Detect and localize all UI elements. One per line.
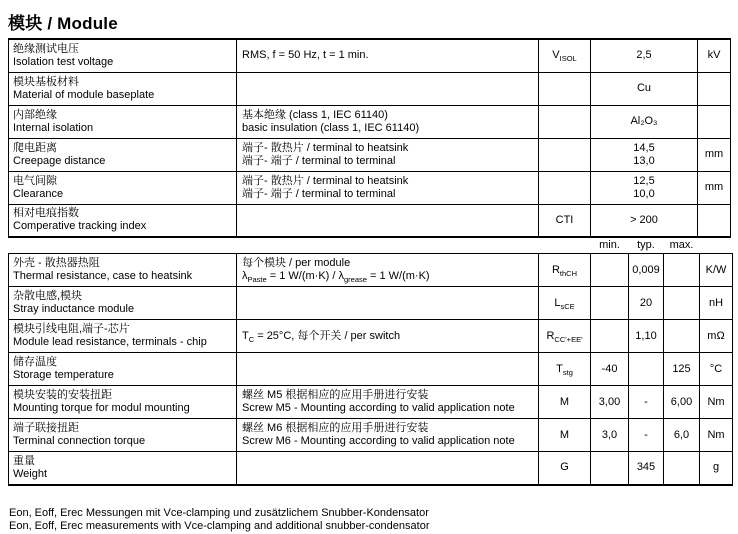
symbol-cell: M	[539, 386, 591, 419]
param-zh: 外壳 - 散热器热阻	[13, 257, 100, 269]
min-cell	[591, 320, 629, 353]
max-cell: 6,0	[664, 419, 700, 452]
table-row-tracking-index	[9, 204, 731, 237]
param-en: Weight	[13, 467, 48, 480]
typ-cell	[629, 353, 664, 386]
param-zh: 杂散电感,模块	[13, 290, 83, 302]
min-cell	[591, 287, 629, 320]
table-row-stray-inductance	[9, 287, 733, 320]
table-row-storage-temperature	[9, 353, 733, 386]
unit-cell: K/W	[700, 254, 733, 287]
condition-cell	[237, 171, 539, 204]
condition-line: 端子- 散热片 / terminal to heatsink	[242, 141, 409, 154]
param-cell	[9, 386, 237, 419]
param-en: Terminal connection torque	[13, 435, 146, 447]
param-cell	[9, 138, 237, 171]
min-cell: 3,0	[591, 419, 629, 452]
unit-cell: mΩ	[700, 320, 733, 353]
param-zh: 重量	[13, 454, 35, 467]
param-zh: 储存温度	[13, 356, 57, 368]
unit-cell	[698, 105, 731, 138]
param-en: Thermal resistance, case to heatsink	[13, 270, 193, 282]
param-cell	[9, 287, 237, 320]
table-row-clearance	[9, 171, 731, 204]
typ-column-header: typ.	[637, 239, 655, 251]
unit-cell	[698, 204, 731, 237]
min-cell: 3,00	[591, 386, 629, 419]
max-cell: 6,00	[664, 386, 700, 419]
condition-line: basic insulation (class 1, IEC 61140)	[242, 121, 420, 134]
param-cell	[9, 39, 237, 72]
table-row-module-lead-resistance	[9, 320, 733, 353]
condition-line: 基本绝缘 (class 1, IEC 61140)	[242, 108, 388, 121]
param-en: Isolation test voltage	[13, 55, 114, 68]
min-column-header: min.	[599, 239, 620, 251]
condition-line: 端子- 端子 / terminal to terminal	[242, 154, 396, 167]
param-en: Material of module baseplate	[13, 88, 155, 101]
param-cell	[9, 72, 237, 105]
min-cell: -40	[591, 353, 629, 386]
table-row-terminal-connection-torque	[9, 419, 733, 452]
condition-line: 螺丝 M6 根据相应的应用手册进行安装	[242, 422, 429, 434]
unit-cell: Nm	[700, 386, 733, 419]
param-zh: 模块基板材料	[13, 75, 79, 88]
value-cell: 12,5 10,0	[591, 171, 698, 204]
footer-note-line-en: Eon, Eoff, Erec measurements with Vce-clamping and additional snubber-condensator	[9, 520, 430, 532]
param-zh: 爬电距离	[13, 141, 57, 154]
condition-cell	[237, 452, 539, 485]
min-cell	[591, 254, 629, 287]
max-cell	[664, 254, 700, 287]
condition-line: 每个模块 / per module	[242, 257, 351, 269]
condition-line: $\lambda_{Paste} = 1$ $W/(m\cdot K) / \lambda_{grease} = 1$ W/(m·K)	[242, 270, 430, 285]
typ-cell: 345	[629, 452, 664, 485]
symbol-cell	[539, 72, 591, 105]
table-row-thermal-resistance	[9, 254, 733, 287]
symbol-cell: $T_{stg}$	[539, 353, 591, 386]
condition-line: $T_C = 25^\circ C$, 每个开关 / per switch	[242, 329, 401, 344]
param-zh: 模块安装的安装扭距	[13, 389, 112, 401]
unit-cell: kV	[698, 39, 731, 72]
condition-cell	[237, 353, 539, 386]
param-cell	[9, 105, 237, 138]
condition-line: RMS, f = 50 Hz, t = 1 min.	[242, 49, 369, 62]
condition-line: Screw M6 - Mounting according to valid application note	[242, 435, 515, 447]
page-title: 模块 / Module	[8, 14, 118, 33]
max-column-header: max.	[669, 239, 694, 251]
param-en: Creepage distance	[13, 154, 106, 167]
table-row-baseplate-material	[9, 72, 731, 105]
condition-cell	[237, 204, 539, 237]
footer-note	[8, 507, 731, 534]
symbol-cell: $R_{thCH}$	[539, 254, 591, 287]
value-cell: 2,5	[591, 39, 698, 72]
typ-cell: 1,10	[629, 320, 664, 353]
param-zh: 电气间隙	[13, 174, 57, 187]
param-en: Clearance	[13, 187, 64, 200]
typ-cell: -	[629, 419, 664, 452]
max-cell: 125	[664, 353, 700, 386]
param-zh: 内部绝缘	[13, 108, 57, 121]
param-en: Internal isolation	[13, 121, 94, 134]
param-zh: 模块引线电阻,端子-芯片	[13, 323, 130, 335]
condition-line: 螺丝 M5 根据相应的应用手册进行安装	[242, 389, 429, 401]
condition-line: Screw M5 - Mounting according to valid application note	[242, 402, 515, 414]
symbol-cell: $V_{ISOL}$	[539, 39, 591, 72]
condition-cell	[237, 320, 539, 353]
value-cell: 14,5 13,0	[591, 138, 698, 171]
condition-cell	[237, 105, 539, 138]
condition-line: 端子- 端子 / terminal to terminal	[242, 187, 396, 200]
condition-cell	[237, 254, 539, 287]
value-cell: Cu	[591, 72, 698, 105]
footer-note-line-de: Eon, Eoff, Erec Messungen mit Vce-clamping und zusätzlichem Snubber-Kondensator	[9, 506, 429, 519]
param-cell	[9, 353, 237, 386]
unit-cell: mm	[698, 138, 731, 171]
module-table-upper	[8, 38, 731, 238]
condition-line: 端子- 散热片 / terminal to heatsink	[242, 174, 409, 187]
symbol-cell	[539, 138, 591, 171]
table-row-creepage-distance	[9, 138, 731, 171]
param-cell	[9, 171, 237, 204]
symbol-cell: M	[539, 419, 591, 452]
table-row-weight	[9, 452, 733, 485]
module-table-lower	[8, 238, 733, 486]
param-zh: 端子联接扭距	[13, 422, 79, 434]
param-en: Stray inductance module	[13, 303, 135, 315]
table-row-internal-isolation	[9, 105, 731, 138]
max-cell	[664, 320, 700, 353]
param-en: Module lead resistance, terminals - chip	[13, 336, 207, 348]
table-row-mounting-torque	[9, 386, 733, 419]
unit-cell: g	[700, 452, 733, 485]
param-zh: 绝缘测试电压	[13, 42, 79, 55]
param-cell	[9, 204, 237, 237]
symbol-cell	[539, 105, 591, 138]
symbol-cell: G	[539, 452, 591, 485]
typ-cell: -	[629, 386, 664, 419]
symbol-cell: CTI	[539, 204, 591, 237]
symbol-cell: $R_{CC'+EE'}$	[539, 320, 591, 353]
param-en: Comperative tracking index	[13, 220, 147, 233]
param-en: Storage temperature	[13, 369, 114, 381]
param-cell	[9, 320, 237, 353]
condition-cell	[237, 386, 539, 419]
condition-cell	[237, 39, 539, 72]
condition-cell	[237, 72, 539, 105]
param-cell	[9, 452, 237, 485]
condition-cell	[237, 287, 539, 320]
condition-cell	[237, 419, 539, 452]
unit-cell	[698, 72, 731, 105]
param-cell	[9, 419, 237, 452]
table-row-isolation-test-voltage	[9, 39, 731, 72]
unit-cell: mm	[698, 171, 731, 204]
unit-cell: Nm	[700, 419, 733, 452]
symbol-cell: $L_{sCE}$	[539, 287, 591, 320]
typ-cell: 20	[629, 287, 664, 320]
max-cell	[664, 452, 700, 485]
condition-cell	[237, 138, 539, 171]
value-cell: > 200	[591, 204, 698, 237]
max-cell	[664, 287, 700, 320]
min-cell	[591, 452, 629, 485]
value-cell: Al₂O₃	[591, 105, 698, 138]
param-zh: 相对电痕指数	[13, 207, 79, 220]
symbol-cell	[539, 171, 591, 204]
min-typ-max-header-row	[9, 238, 733, 254]
unit-cell: nH	[700, 287, 733, 320]
typ-cell: 0,009	[629, 254, 664, 287]
param-en: Mounting torque for modul mounting	[13, 402, 190, 414]
unit-cell: °C	[700, 353, 733, 386]
param-cell	[9, 254, 237, 287]
